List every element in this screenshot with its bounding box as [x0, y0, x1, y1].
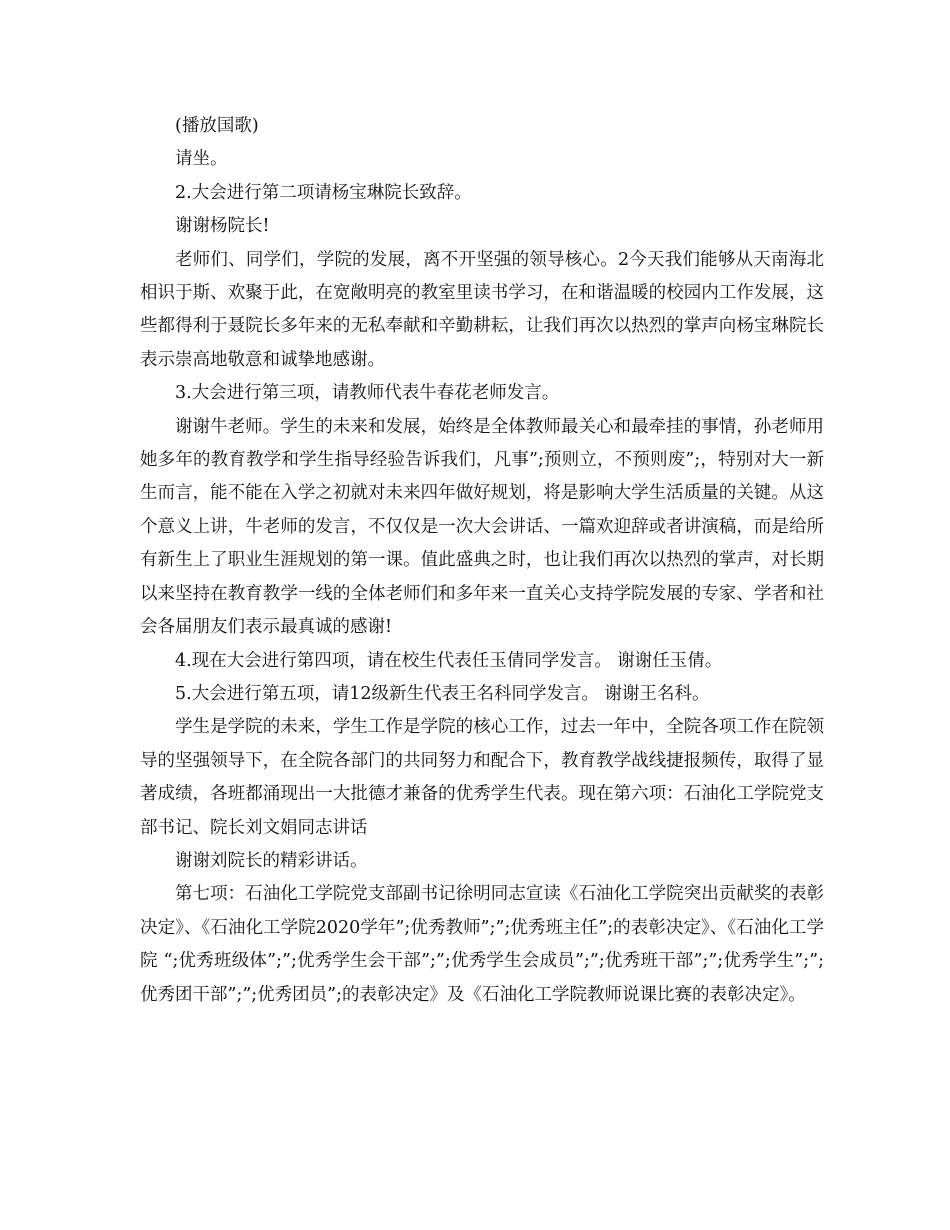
paragraph-item-4: 4.现在大会进行第四项，请在校生代表任玉倩同学发言。 谢谢任玉倩。 [175, 650, 723, 671]
paragraph-item-6: 学生是学院的未来，学生工作是学院的核心工作，过去一年中，全院各项工作在院领导的坚强领导下，在全院各部门的共同努力和配合下，教育教学战线捷报频传，取得了显著成绩，各班都涌现出一大批德才兼备的优秀学生代表。现在第六项：石油化工学院党支部书记、院长刘文娟同志讲话 [140, 717, 824, 838]
paragraph-item-2: 2.大会进行第二项请杨宝琳院长致辞。 [175, 182, 472, 203]
paragraph-thanks-yang: 谢谢杨院长! [175, 216, 270, 237]
document-body [140, 110, 824, 1012]
paragraph-item-3: 3.大会进行第三项，请教师代表牛春花老师发言。 [175, 383, 560, 404]
paragraph-be-seated: 请坐。 [175, 149, 228, 170]
paragraph-item-5: 5.大会进行第五项，请12级新生代表王名科同学发言。 谢谢王名科。 [175, 683, 710, 704]
paragraph-anthem: (播放国歌) [175, 116, 259, 136]
paragraph-leadership: 老师们、同学们，学院的发展，离不开坚强的领导核心。2今天我们能够从天南海北相识于斯、欢聚于此，在宽敞明亮的教室里读书学习，在和谐温暖的校园内工作发展，这些都得利于聂院长多年来的无私奉献和辛勤耕耘，让我们再次以热烈的掌声向杨宝琳院长表示崇高地敬意和诚挚地感谢。 [140, 249, 824, 370]
paragraph-thanks-niu: 谢谢牛老师。学生的未来和发展，始终是全体教师最关心和最牵挂的事情，孙老师用她多年的教育教学和学生指导经验告诉我们，凡事”;预则立，不预则废”;，特别对大一新生而言，能不能在入学之初就对未来四年做好规划，将是影响大学生活质量的关键。从这个意义上讲，牛老师的发言，不仅仅是一次大会讲话、一篇欢迎辞或者讲演稿，而是给所有新生上了职业生涯规划的第一课。值此盛典之时，也让我们再次以热烈的掌声，对长期以来坚持在教育教学一线的全体老师们和多年来一直关心支持学院发展的专家、学者和社会各届朋友们表示最真诚的感谢! [140, 416, 824, 638]
paragraph-item-7: 第七项：石油化工学院党支部副书记徐明同志宣读《石油化工学院突出贡献奖的表彰决定》、《石油化工学院2020学年”;优秀教师”;”;优秀班主任”;的表彰决定》、《石油化工学院 “;优秀班级体”;”;优秀学生会干部”;”;优秀学生会成员”;”;优秀班干部”;”;优秀学生”;”;优秀团干部”;”;优秀团员”;的表彰决定》及《石油化工学院教师说课比赛的表彰决定》。 [140, 884, 824, 1005]
paragraph-thanks-liu: 谢谢刘院长的精彩讲话。 [175, 850, 368, 871]
